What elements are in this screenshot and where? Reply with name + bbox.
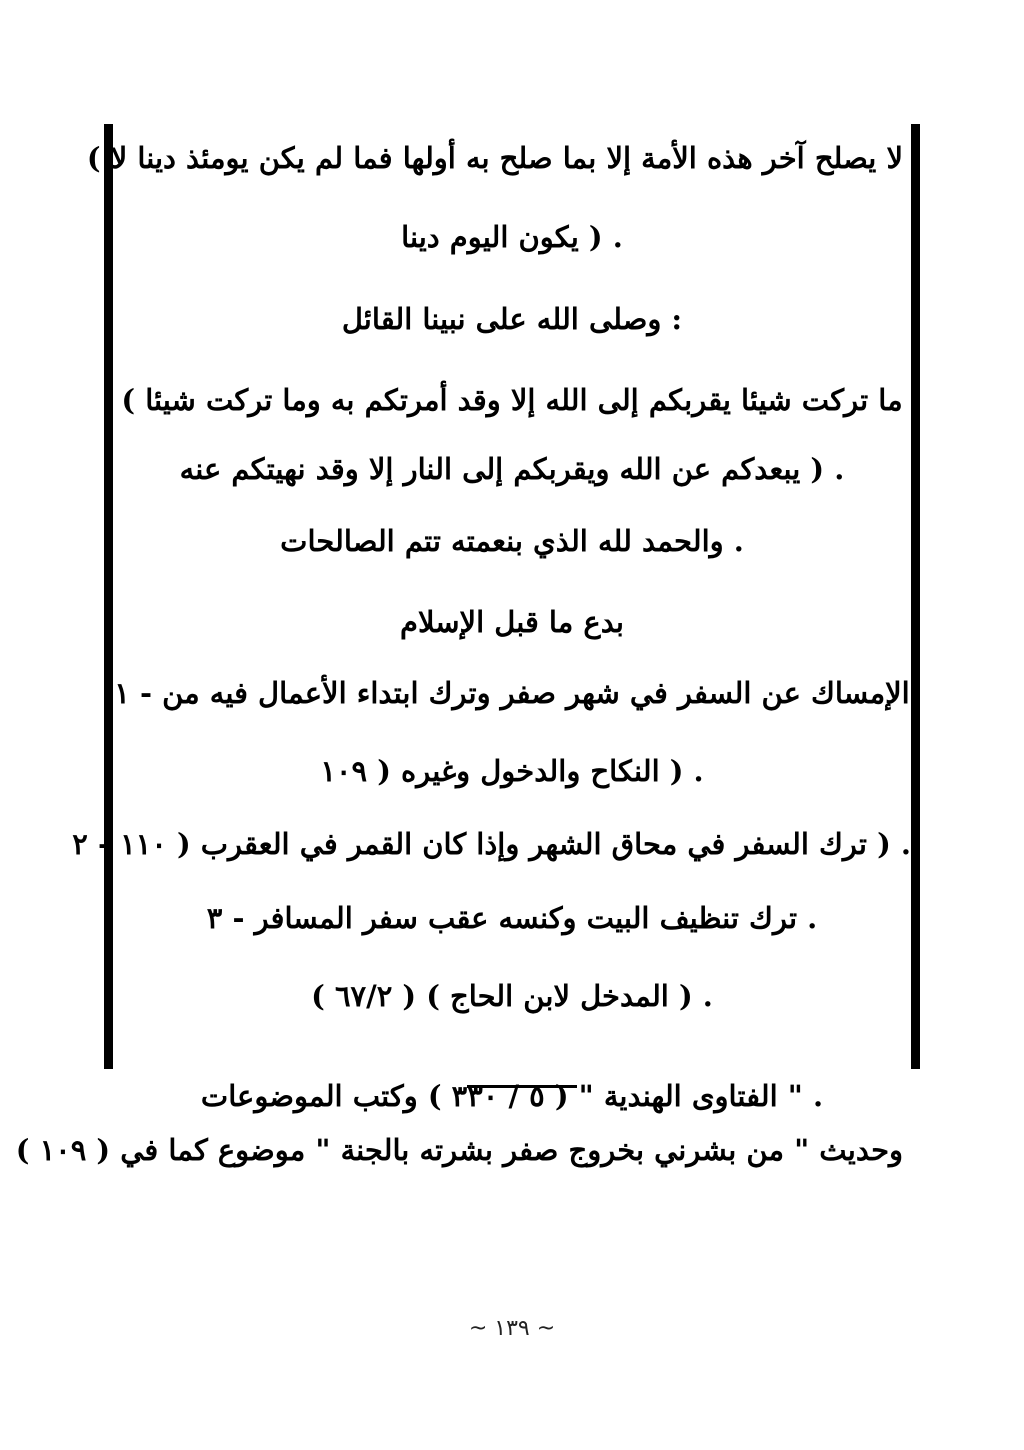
page-number: ~ ١٣٩ ~ <box>468 1316 556 1341</box>
text-line-5: . ( يبعدكم عن الله ويقربكم إلى النار إلا وقد نهيتكم عنه <box>179 452 845 486</box>
section-heading: بدع ما قبل الإسلام <box>400 605 624 639</box>
text-line-4: ما تركت شيئا يقربكم إلى الله إلا وقد أمرتكم به وما تركت شيئا ) <box>121 383 903 417</box>
reference-line: . ( المدخل لابن الحاج ) ( ٦٧/٢ ) <box>311 979 713 1013</box>
text-line-2: . ( يكون اليوم دينا <box>401 220 623 254</box>
list-item-3: . ترك تنظيف البيت وكنسه عقب سفر المسافر - ٣ <box>206 901 818 935</box>
text-line-3: : وصلى الله على نبينا القائل <box>341 302 683 336</box>
text-line-6: . والحمد لله الذي بنعمته تتم الصالحات <box>280 524 744 558</box>
right-border-bar <box>911 124 920 1069</box>
list-item-1: الإمساك عن السفر في شهر صفر وترك ابتداء الأعمال فيه من - ١ <box>114 676 910 710</box>
left-border-bar <box>104 124 113 1069</box>
footnote-line-1: وحديث " من بشرني بخروج صفر بشرته بالجنة " موضوع كما في ( ١٠٩ ) <box>15 1133 903 1167</box>
list-item-2: . ( ترك السفر في محاق الشهر وإذا كان القمر في العقرب ( ١١٠ - ٢ <box>72 827 911 861</box>
list-item-1-continued: . ( النكاح والدخول وغيره ( ١٠٩ <box>320 754 704 788</box>
text-line-1: لا يصلح آخر هذه الأمة إلا بما صلح به أولها فما لم يكن يومئذ دينا لا ) <box>86 141 903 175</box>
footnote-line-2: . " الفتاوى الهندية " ( ٥ / ٣٣٠ ) وكتب الموضوعات <box>200 1079 824 1113</box>
